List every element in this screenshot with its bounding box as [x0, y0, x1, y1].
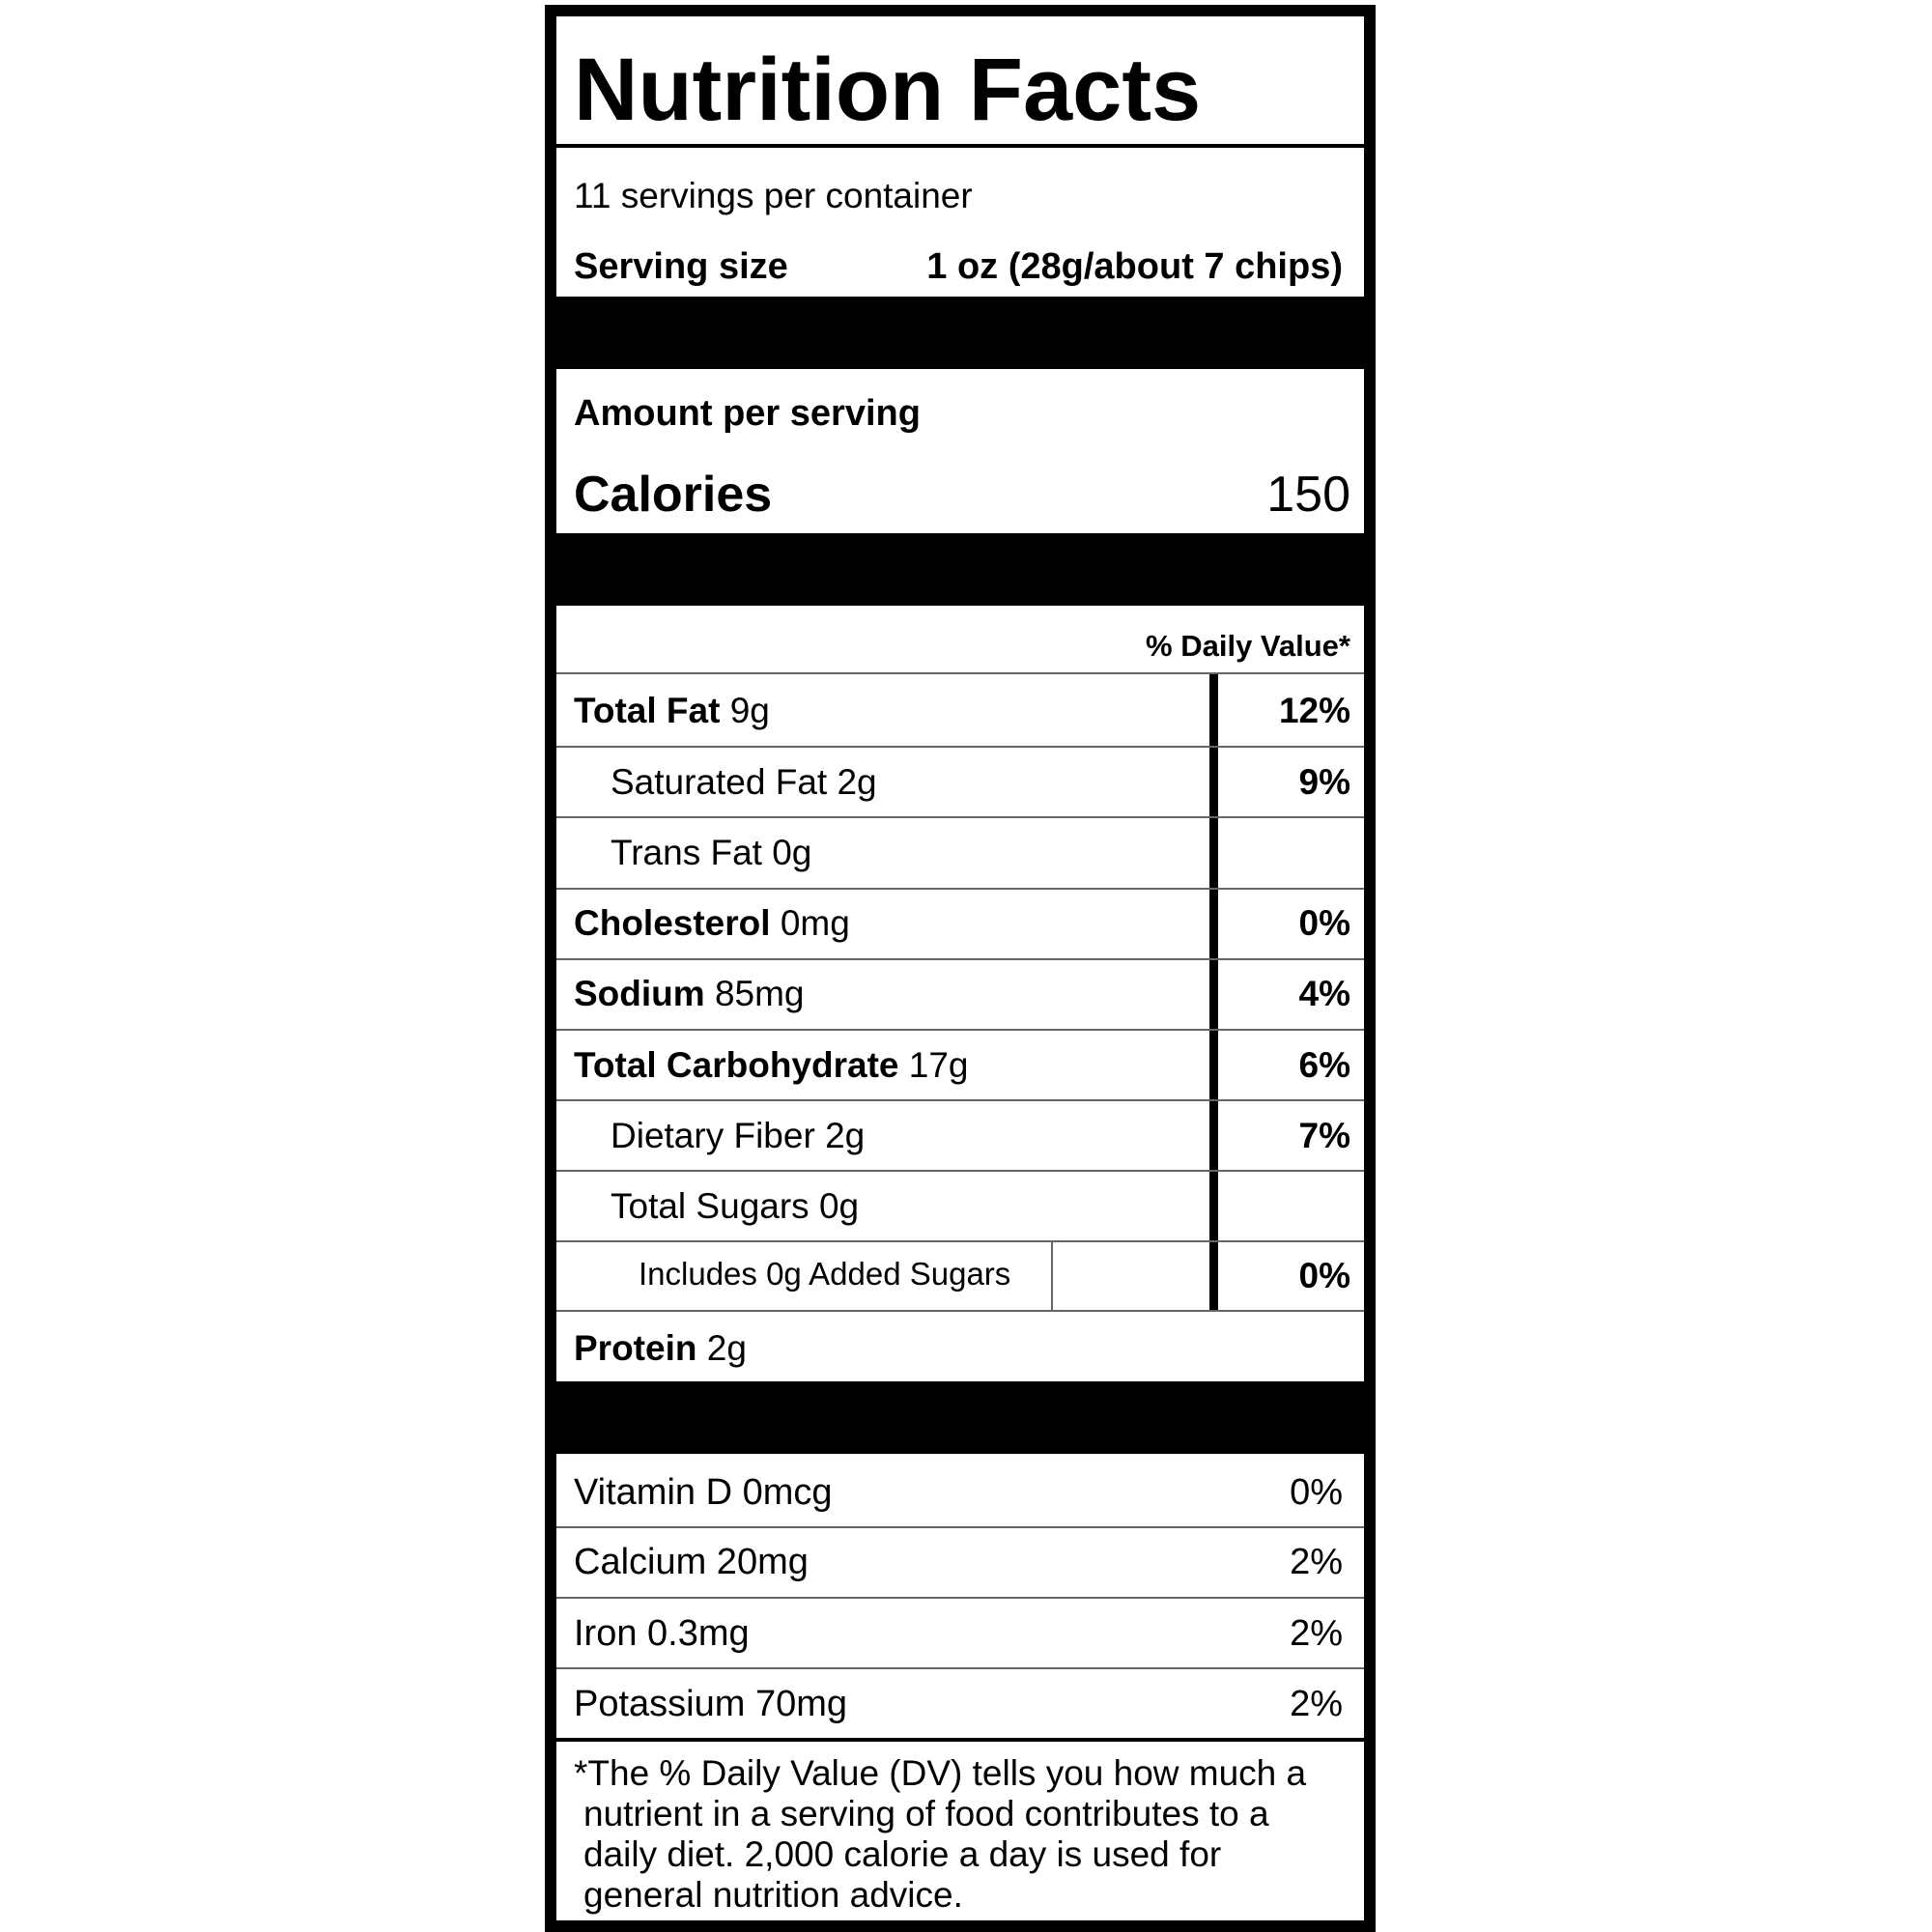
dietary-fiber-amount: 2g — [825, 1116, 866, 1155]
total-sugars-name: Total Sugars — [611, 1186, 810, 1226]
label-title: Nutrition Facts — [574, 41, 1202, 139]
footnote-line: nutrient in a serving of food contributes to a — [583, 1794, 1269, 1833]
iron-text: Iron 0.3mg — [574, 1613, 750, 1654]
sodium-row — [574, 976, 805, 1011]
row-divider — [556, 1029, 1364, 1031]
iron-dv: 2% — [1290, 1613, 1343, 1654]
protein-name: Protein — [574, 1328, 697, 1368]
total-carbohydrate-amount: 17g — [908, 1045, 969, 1085]
cholesterol-dv: 0% — [1298, 903, 1350, 943]
total-fat-dv: 12% — [1278, 691, 1350, 730]
saturated-fat-amount: 2g — [837, 762, 877, 802]
vitamin-d-text: Vitamin D 0mcg — [574, 1472, 833, 1513]
title-divider — [556, 144, 1364, 148]
total-sugars-row — [611, 1188, 859, 1224]
potassium-text: Potassium 70mg — [574, 1684, 848, 1724]
trans-fat-amount: 0g — [772, 833, 812, 872]
thick-divider-1 — [556, 297, 1364, 369]
nutrition-facts-label — [545, 5, 1376, 1932]
daily-value-header: % Daily Value* — [1146, 629, 1350, 663]
saturated-fat-row — [611, 764, 877, 800]
dietary-fiber-row — [611, 1118, 865, 1153]
row-divider — [556, 1240, 1364, 1242]
sodium-name: Sodium — [574, 974, 705, 1013]
row-divider — [556, 672, 1364, 674]
footnote-line: *The % Daily Value (DV) tells you how much a — [574, 1753, 1307, 1793]
footnote-line: general nutrition advice. — [583, 1875, 963, 1915]
row-divider — [556, 888, 1364, 890]
servings-per-container: 11 servings per container — [574, 176, 973, 215]
thick-divider-3 — [556, 1381, 1364, 1454]
calories-label: Calories — [574, 467, 773, 523]
calcium-dv: 2% — [1290, 1542, 1343, 1582]
protein-row — [574, 1330, 747, 1366]
added-sugars-cell-divider — [1051, 1240, 1053, 1311]
sodium-dv: 4% — [1298, 974, 1350, 1013]
row-divider — [556, 746, 1364, 748]
amount-per-serving: Amount per serving — [574, 393, 921, 434]
saturated-fat-name: Saturated Fat — [611, 762, 828, 802]
calories-value: 150 — [1266, 467, 1350, 523]
row-divider — [556, 1170, 1364, 1172]
trans-fat-row — [611, 835, 811, 870]
added-sugars-text: Includes 0g Added Sugars — [639, 1256, 1011, 1292]
row-divider — [556, 1099, 1364, 1101]
sodium-amount: 85mg — [714, 974, 805, 1013]
trans-fat-name: Trans Fat — [611, 833, 762, 872]
total-fat-name: Total Fat — [574, 691, 721, 730]
total-carbohydrate-dv: 6% — [1298, 1045, 1350, 1085]
potassium-dv: 2% — [1290, 1684, 1343, 1724]
cholesterol-row — [574, 905, 850, 941]
dietary-fiber-dv: 7% — [1298, 1116, 1350, 1155]
cholesterol-amount: 0mg — [780, 903, 850, 943]
saturated-fat-dv: 9% — [1298, 762, 1350, 802]
row-divider — [556, 1310, 1364, 1312]
row-divider — [556, 816, 1364, 818]
dv-column-divider — [1209, 674, 1218, 1310]
serving-size-label: Serving size — [574, 246, 788, 287]
dietary-fiber-name: Dietary Fiber — [611, 1116, 815, 1155]
protein-amount: 2g — [706, 1328, 747, 1368]
row-divider — [556, 1667, 1364, 1669]
total-carbohydrate-row — [574, 1047, 968, 1083]
total-fat-amount: 9g — [729, 691, 770, 730]
total-carbohydrate-name: Total Carbohydrate — [574, 1045, 899, 1085]
total-sugars-amount: 0g — [818, 1186, 860, 1226]
added-sugars-dv: 0% — [1298, 1256, 1350, 1295]
row-divider — [556, 1526, 1364, 1528]
total-fat-row — [574, 693, 770, 728]
vitamin-d-dv: 0% — [1290, 1472, 1343, 1513]
thick-divider-2 — [556, 533, 1364, 606]
footnote-divider — [556, 1738, 1364, 1742]
row-divider — [556, 1597, 1364, 1599]
cholesterol-name: Cholesterol — [574, 903, 771, 943]
calcium-text: Calcium 20mg — [574, 1542, 809, 1582]
row-divider — [556, 958, 1364, 960]
serving-size-value: 1 oz (28g/about 7 chips) — [926, 246, 1343, 287]
daily-value-footnote — [574, 1753, 1347, 1916]
footnote-line: daily diet. 2,000 calorie a day is used for — [583, 1834, 1222, 1874]
